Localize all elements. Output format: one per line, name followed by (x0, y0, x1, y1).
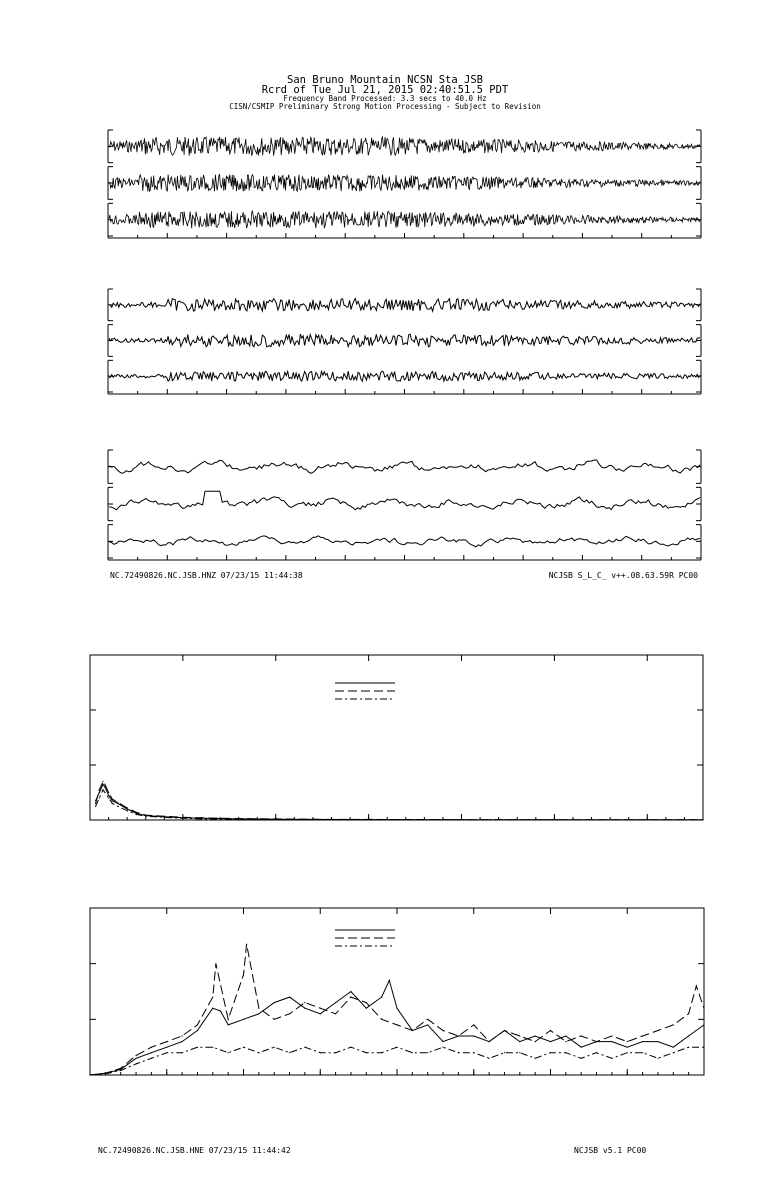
data-point (581, 1035, 582, 1036)
data-point (535, 1058, 536, 1059)
data-point (673, 1052, 674, 1053)
ts-trace (109, 137, 700, 156)
data-point (108, 795, 109, 796)
data-point (504, 1030, 505, 1031)
data-point (596, 1041, 597, 1042)
data-point (166, 1047, 167, 1048)
data-point (381, 1052, 382, 1053)
data-point (89, 1074, 90, 1075)
data-point (647, 819, 648, 820)
data-point (473, 1035, 474, 1036)
data-point (212, 1047, 213, 1048)
data-point (212, 1008, 213, 1009)
data-point (565, 1052, 566, 1053)
data-point (703, 1047, 704, 1048)
data-point (117, 806, 118, 807)
data-point (289, 1052, 290, 1053)
data-point (458, 1035, 459, 1036)
data-point (136, 814, 137, 815)
data-point (611, 1041, 612, 1042)
ts-trace (109, 334, 700, 347)
data-point (335, 1013, 336, 1014)
data-point (258, 1013, 259, 1014)
data-point (366, 1002, 367, 1003)
data-point (504, 1052, 505, 1053)
data-point (127, 807, 128, 808)
data-point (673, 1047, 674, 1048)
ts-channel (108, 167, 701, 200)
header-disclaimer: CISN/CSMIP Preliminary Strong Motion Processing - Subject to Revision (229, 102, 541, 111)
data-point (550, 1030, 551, 1031)
data-point (427, 1052, 428, 1053)
series-line (96, 784, 703, 820)
plot-frame (90, 655, 703, 820)
data-point (442, 1041, 443, 1042)
data-point (412, 1052, 413, 1053)
data-point (258, 1052, 259, 1053)
data-point (212, 997, 213, 998)
series-line (90, 944, 704, 1075)
ts-panel-velocity (108, 285, 701, 394)
data-point (519, 1052, 520, 1053)
data-point (489, 1058, 490, 1059)
data-point (304, 1008, 305, 1009)
data-point (136, 812, 137, 813)
data-point (274, 1019, 275, 1020)
data-point (461, 819, 462, 820)
ts-panel-displacement (108, 446, 701, 560)
data-point (703, 1024, 704, 1025)
data-point (320, 1008, 321, 1009)
data-point (112, 799, 113, 800)
data-point (145, 815, 146, 816)
data-point (164, 816, 165, 817)
ts-footer-left: NC.72490826.NC.JSB.HNZ 07/23/15 11:44:38 (110, 571, 303, 580)
data-point (642, 1052, 643, 1053)
data-point (320, 1052, 321, 1053)
data-point (304, 1002, 305, 1003)
data-point (696, 985, 697, 986)
data-point (627, 1052, 628, 1053)
data-point (197, 1047, 198, 1048)
plot-frame (90, 908, 704, 1075)
data-point (581, 1058, 582, 1059)
data-point (127, 810, 128, 811)
data-point (702, 819, 703, 820)
spectral-acceleration-chart (0, 630, 758, 850)
data-point (182, 1052, 183, 1053)
series-line (96, 790, 703, 820)
data-point (136, 1058, 137, 1059)
data-point (688, 1035, 689, 1036)
page-footer-left: NC.72490826.NC.JSB.HNE 07/23/15 11:44:42 (98, 1146, 291, 1155)
data-point (396, 1024, 397, 1025)
data-point (228, 1024, 229, 1025)
data-point (95, 806, 96, 807)
data-point (289, 1013, 290, 1014)
ts-trace (109, 175, 700, 192)
data-point (182, 1041, 183, 1042)
data-point (197, 1030, 198, 1031)
data-point (611, 1058, 612, 1059)
data-point (215, 963, 216, 964)
data-point (243, 1019, 244, 1020)
data-point (489, 1041, 490, 1042)
data-point (136, 1055, 137, 1056)
data-point (703, 1008, 704, 1009)
data-point (688, 1013, 689, 1014)
data-point (368, 819, 369, 820)
data-point (350, 997, 351, 998)
data-point (350, 1047, 351, 1048)
velocity-fourier-spectrum-chart (0, 880, 758, 1120)
data-point (304, 1047, 305, 1048)
data-point (104, 784, 105, 785)
data-point (112, 803, 113, 804)
header-band: Frequency Band Processed: 3.3 secs to 40.0 Hz (283, 94, 487, 103)
data-point (535, 1041, 536, 1042)
ts-channel (108, 203, 701, 236)
ts-trace (109, 371, 700, 381)
data-point (657, 1041, 658, 1042)
ts-channel (108, 130, 701, 163)
data-point (657, 1058, 658, 1059)
data-point (120, 1070, 121, 1071)
ts-channel (108, 450, 701, 483)
data-point (565, 1041, 566, 1042)
series-line (96, 782, 703, 820)
data-point (627, 1041, 628, 1042)
data-point (99, 792, 100, 793)
data-point (673, 1024, 674, 1025)
data-point (550, 1052, 551, 1053)
ts-panel-acceleration (108, 126, 701, 238)
data-point (427, 1019, 428, 1020)
data-point (238, 819, 239, 820)
data-point (627, 1047, 628, 1048)
data-point (611, 1035, 612, 1036)
data-point (550, 1041, 551, 1042)
data-point (442, 1030, 443, 1031)
data-point (151, 1058, 152, 1059)
data-point (182, 1035, 183, 1036)
data-point (535, 1035, 536, 1036)
data-point (243, 1047, 244, 1048)
header-record-time: Rcrd of Tue Jul 21, 2015 02:40:51.5 PDT (261, 84, 509, 96)
ts-channel (108, 325, 701, 357)
data-point (166, 1052, 167, 1053)
data-point (197, 1024, 198, 1025)
ts-trace (109, 211, 700, 228)
ts-channel (108, 525, 701, 558)
data-point (102, 784, 103, 785)
data-point (258, 1008, 259, 1009)
data-point (151, 1052, 152, 1053)
ts-trace (109, 460, 700, 473)
data-point (120, 1068, 121, 1069)
data-point (95, 803, 96, 804)
data-point (99, 789, 100, 790)
data-point (166, 1041, 167, 1042)
ts-footer-right: NCJSB S_L_C_ v++.08.63.59R PC00 (548, 571, 698, 580)
data-point (104, 792, 105, 793)
data-point (182, 818, 183, 819)
data-point (519, 1041, 520, 1042)
ts-trace (109, 299, 700, 312)
header-station: San Bruno Mountain NCSN Sta JSB (287, 74, 483, 86)
page-footer-right: NCJSB v5.1 PC00 (574, 1146, 647, 1155)
data-point (108, 792, 109, 793)
data-point (350, 991, 351, 992)
data-point (108, 797, 109, 798)
data-point (102, 789, 103, 790)
data-point (554, 819, 555, 820)
data-point (274, 1047, 275, 1048)
data-point (381, 1019, 382, 1020)
data-point (642, 1041, 643, 1042)
data-point (473, 1024, 474, 1025)
data-point (581, 1047, 582, 1048)
ts-channel (108, 360, 701, 392)
ts-trace (109, 491, 700, 510)
data-point (381, 997, 382, 998)
data-point (151, 1047, 152, 1048)
ts-channel (108, 289, 701, 321)
data-point (102, 781, 103, 782)
data-point (657, 1030, 658, 1031)
data-point (596, 1052, 597, 1053)
data-point (104, 786, 105, 787)
data-point (246, 944, 247, 945)
data-point (366, 1008, 367, 1009)
data-point (275, 819, 276, 820)
data-point (243, 974, 244, 975)
data-point (366, 1052, 367, 1053)
data-point (201, 818, 202, 819)
data-point (201, 817, 202, 818)
data-point (688, 1047, 689, 1048)
data-point (335, 1002, 336, 1003)
ts-trace (109, 536, 700, 547)
data-point (105, 1073, 106, 1074)
data-point (396, 1008, 397, 1009)
data-point (473, 1052, 474, 1053)
data-point (164, 817, 165, 818)
data-point (228, 1019, 229, 1020)
data-point (412, 1030, 413, 1031)
data-point (228, 1052, 229, 1053)
data-point (136, 1063, 137, 1064)
data-point (642, 1035, 643, 1036)
data-point (99, 797, 100, 798)
data-point (458, 1052, 459, 1053)
data-point (320, 1013, 321, 1014)
data-point (112, 800, 113, 801)
data-point (145, 816, 146, 817)
data-point (396, 1047, 397, 1048)
data-point (220, 1010, 221, 1011)
data-point (274, 1002, 275, 1003)
data-point (117, 803, 118, 804)
data-point (427, 1024, 428, 1025)
data-point (127, 808, 128, 809)
ts-channel (108, 487, 701, 520)
series-line (90, 980, 704, 1075)
data-point (519, 1035, 520, 1036)
data-point (312, 819, 313, 820)
data-point (565, 1035, 566, 1036)
data-point (289, 997, 290, 998)
data-point (389, 980, 390, 981)
data-point (117, 802, 118, 803)
data-point (335, 1052, 336, 1053)
data-point (442, 1047, 443, 1048)
